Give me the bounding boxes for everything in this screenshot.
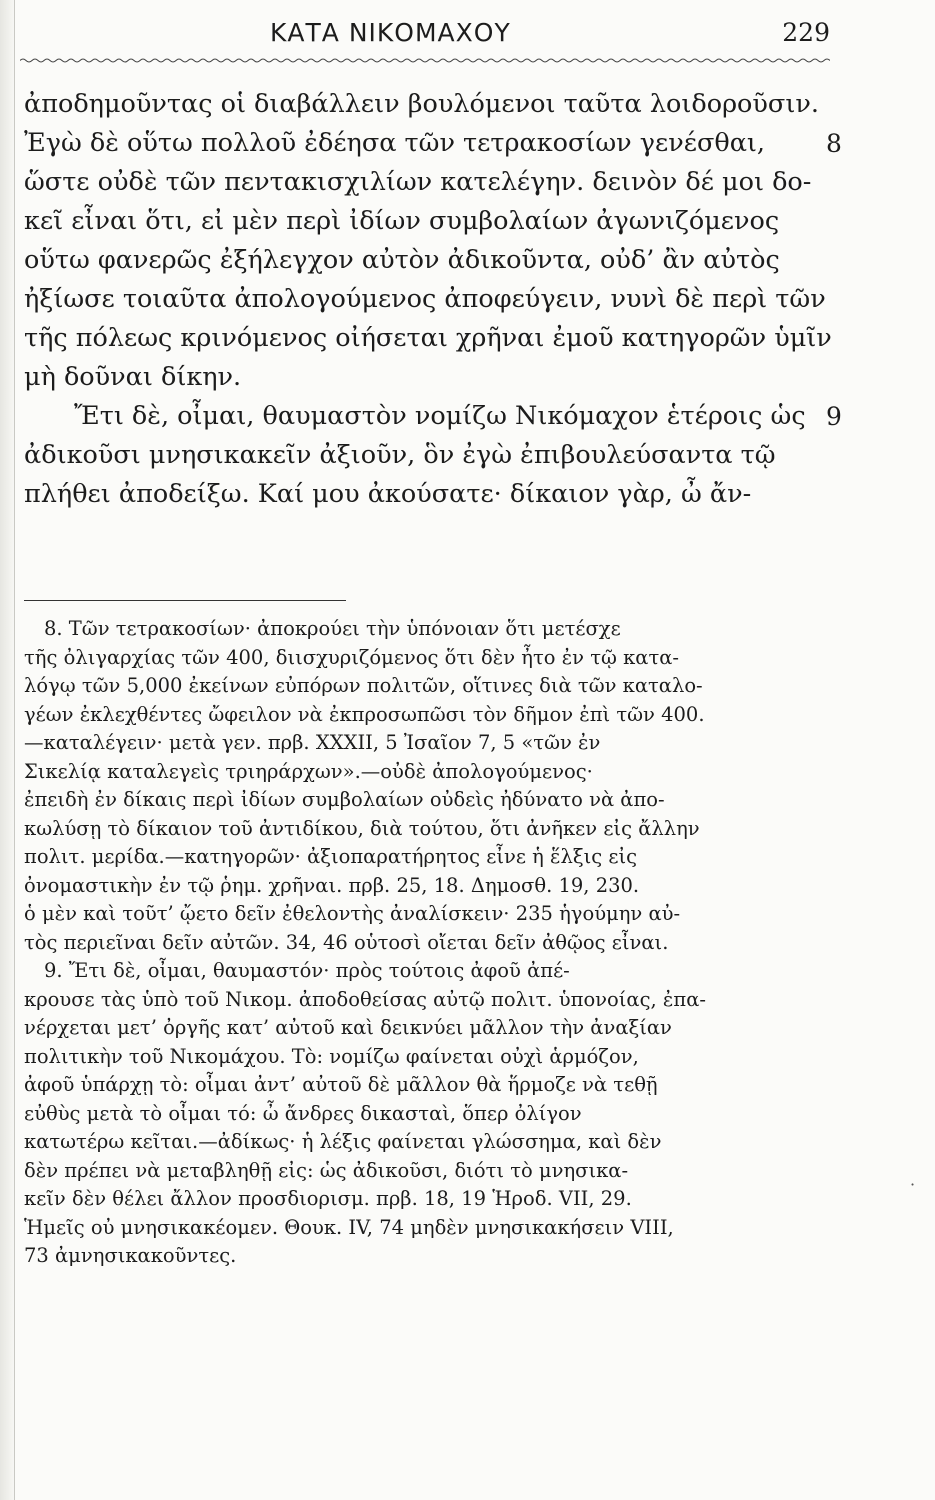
footnote-rule <box>24 600 346 601</box>
page-binding-edge <box>0 0 15 1500</box>
note-line: λόγῳ τῶν 5,000 ἐκείνων εὐπόρων πολιτῶν, οἵτινες διὰ τῶν καταλο- <box>24 674 703 697</box>
note-line: τὸς περιεῖναι δεῖν αὐτῶν. 34, 46 οὑτοσὶ οἴεται δεῖν ἀθῷος εἶναι. <box>24 930 669 954</box>
note-line: πολιτ. μερίδα.—κατηγορῶν· ἀξιοπαρατήρητος εἶνε ἡ ἕλξις εἰς <box>24 845 638 868</box>
section-marker: 8 <box>826 129 842 158</box>
section-marker: 9 <box>826 402 842 431</box>
note-line: πολιτικὴν τοῦ Νικομάχου. Τὸ: νομίζω φαίνεται οὐχὶ ἁρμόζον, <box>24 1044 639 1068</box>
commentary-notes <box>24 615 824 1271</box>
note-line: 8. Τῶν τετρακοσίων· ἀποκρούει τὴν ὑπόνοιαν ὅτι μετέσχε <box>44 617 621 640</box>
note-line: Σικελίᾳ καταλεγεὶς τριηράρχων».—οὐδὲ ἀπολογούμενος· <box>24 759 593 783</box>
note-line: δὲν πρέπει νὰ μεταβληθῇ εἰς: ὡς ἀδικοῦσι, διότι τὸ μνησικα- <box>24 1158 629 1182</box>
text-line: μὴ δοῦναι δίκην. <box>24 362 242 392</box>
text-line-content: Ἐγὼ δὲ οὕτω πολλοῦ ἐδέησα τῶν τετρακοσίων γενέσθαι, <box>24 128 766 158</box>
note-line: νέρχεται μετ’ ὀργῆς κατ’ αὐτοῦ καὶ δεικνύει μᾶλλον τὴν ἀναξίαν <box>24 1016 672 1039</box>
stray-print-mark: · <box>910 1175 916 1194</box>
text-line: ἀδικοῦσι μνησικακεῖν ἀξιοῦν, ὃν ἐγὼ ἐπιβουλεύσαντα τῷ <box>24 440 776 470</box>
text-line <box>24 124 842 163</box>
text-line: ἠξίωσε τοιαῦτα ἀπολογούμενος ἀποφεύγειν, νυνὶ δὲ περὶ τῶν <box>24 284 826 314</box>
text-line: οὕτω φανερῶς ἐξήλεγχον αὐτὸν ἀδικοῦντα, οὐδ’ ἂν αὐτὸς <box>24 245 780 275</box>
note-line: ὁ μὲν καὶ τοῦτ’ ᾤετο δεῖν ἐθελοντὴς ἀναλίσκειν· 235 ἡγούμην αὐ- <box>24 902 681 925</box>
text-line: ὥστε οὐδὲ τῶν πεντακισχιλίων κατελέγην. δεινὸν δέ μοι δο- <box>24 167 812 197</box>
note-line: 9. Ἔτι δὲ, οἶμαι, θαυμαστόν· πρὸς τούτοις ἀφοῦ ἀπέ- <box>44 959 570 982</box>
note-line: τῆς ὀλιγαρχίας τῶν 400, διισχυριζόμενος ὅτι δὲν ἦτο ἐν τῷ κατα- <box>24 645 679 669</box>
text-line: πλήθει ἀποδείξω. Καί μου ἀκούσατε· δίκαιον γὰρ, ὦ ἄν- <box>24 479 752 509</box>
note-line: ἐπειδὴ ἐν δίκαις περὶ ἰδίων συμβολαίων οὐδεὶς ἠδύνατο νὰ ἀπο- <box>24 788 665 811</box>
note-line: γέων ἐκλεχθέντες ὤφειλον νὰ ἐκπροσωπῶσι τὸν δῆμον ἐπὶ τῶν 400. <box>24 702 705 726</box>
note-line: εὐθὺς μετὰ τὸ οἶμαι τό: ὦ ἄνδρες δικασταὶ, ὅπερ ὀλίγον <box>24 1101 582 1125</box>
note-line: κρουσε τὰς ὑπὸ τοῦ Νικομ. ἀποδοθείσας αὐτῷ πολιτ. ὑπονοίας, ἐπα- <box>24 987 706 1011</box>
main-text <box>24 85 842 514</box>
note-line: Ἡμεῖς οὐ μνησικακέομεν. Θουκ. IV, 74 μηδὲν μνησικακήσειν VIII, <box>24 1215 674 1239</box>
running-head <box>20 18 830 52</box>
note-line: κωλύσῃ τὸ δίκαιον τοῦ ἀντιδίκου, διὰ τούτου, ὅτι ἀνῆκεν εἰς ἄλλην <box>24 816 700 840</box>
note-line: ὀνομαστικὴν ἐν τῷ ῥημ. χρῆναι. πρβ. 25, 18. Δημοσθ. 19, 230. <box>24 873 640 897</box>
note-line: κεῖν δὲν θέλει ἄλλον προσδιορισμ. πρβ. 18, 19 Ἡροδ. VII, 29. <box>24 1187 632 1210</box>
text-line-content: Ἔτι δὲ, οἶμαι, θαυμαστὸν νομίζω Νικόμαχον ἑτέροις ὡς <box>74 401 806 431</box>
text-line: ἀποδημοῦντας οἱ διαβάλλειν βουλόμενοι ταῦτα λοιδοροῦσιν. <box>24 89 819 119</box>
text-line <box>24 397 842 436</box>
header-wavy-rule <box>20 57 830 64</box>
page-number: 229 <box>782 18 830 47</box>
note-line: 73 ἀμνησικακοῦντες. <box>24 1244 237 1267</box>
running-title: ΚΑΤΑ ΝΙΚΟΜΑΧΟΥ <box>270 18 511 47</box>
note-line: —καταλέγειν· μετὰ γεν. πρβ. XXXII, 5 Ἰσαῖον 7, 5 «τῶν ἐν <box>24 731 601 754</box>
note-line: κατωτέρω κεῖται.—ἀδίκως· ἡ λέξις φαίνεται γλώσσημα, καὶ δὲν <box>24 1130 662 1153</box>
text-line: τῆς πόλεως κρινόμενος οἰήσεται χρῆναι ἐμοῦ κατηγορῶν ὑμῖν <box>24 323 832 353</box>
note-line: ἀφοῦ ὑπάρχῃ τὸ: οἶμαι ἀντ’ αὐτοῦ δὲ μᾶλλον θὰ ἥρμοζε νὰ τεθῇ <box>24 1073 658 1096</box>
text-line: κεῖ εἶναι ὅτι, εἰ μὲν περὶ ἰδίων συμβολαίων ἀγωνιζόμενος <box>24 206 780 236</box>
